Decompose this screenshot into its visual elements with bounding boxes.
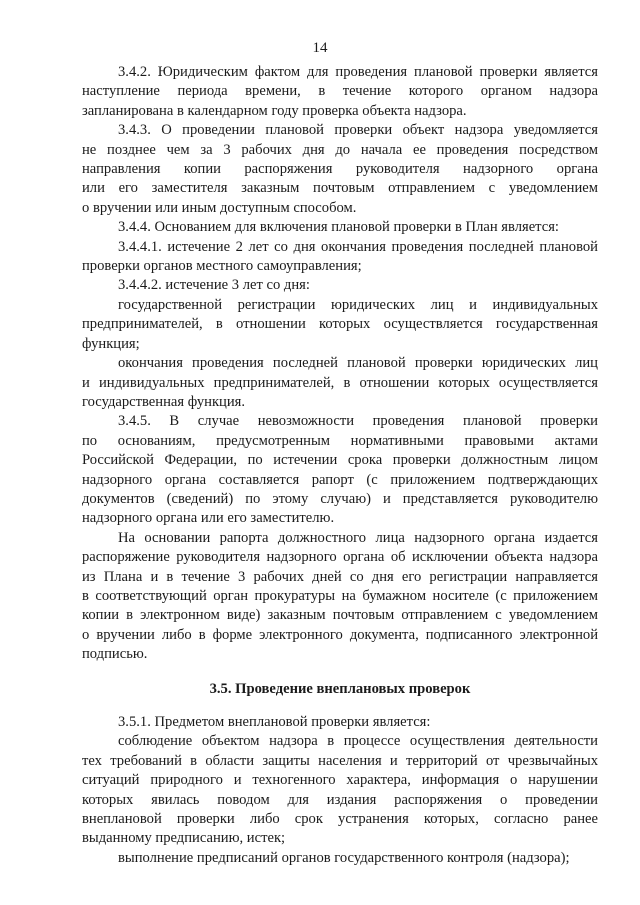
text-line: которых явилась поводом для издания распоряжения о проведении <box>82 791 598 808</box>
section-heading: 3.5. Проведение внеплановых проверок <box>209 680 471 697</box>
paragraphs-before-section <box>82 63 598 665</box>
paragraph <box>82 276 598 295</box>
text-line: 3.4.4.2. истечение 3 лет со дня: <box>118 277 310 294</box>
text-line: из Плана и в течение 3 рабочих дней со дня его регистрации направляется <box>82 568 598 585</box>
paragraph <box>82 63 598 121</box>
text-line: по основаниям, предусмотренным нормативными правовыми актами <box>82 432 598 449</box>
text-line: распоряжение руководителя надзорного органа об исключении объекта надзора <box>82 549 598 566</box>
paragraph <box>82 412 598 528</box>
paragraph <box>82 713 598 732</box>
text-line: надзорного органа составляется рапорт (с приложением подтверждающих <box>82 471 598 488</box>
paragraph <box>82 238 598 277</box>
text-line: копии в электронном виде) заказным почтовым отправлением с уведомлением <box>82 607 598 624</box>
text-line: 3.4.3. О проведении плановой проверки объект надзора уведомляется <box>118 122 598 139</box>
text-line: окончания проведения последней плановой проверки юридических лиц <box>118 355 598 372</box>
text-line: в соответствующий орган прокуратуры на бумажном носителе (с приложением <box>82 587 598 604</box>
paragraph <box>82 296 598 354</box>
text-line: 3.4.2. Юридическим фактом для проведения плановой проверки является <box>118 64 598 80</box>
text-line: или его заместителя заказным почтовым отправлением с уведомлением <box>82 180 598 197</box>
text-line: о вручении либо в форме электронного документа, подписанного электронной <box>82 626 598 643</box>
text-line: выданному предписанию, истек; <box>82 830 286 847</box>
paragraph <box>82 529 598 665</box>
text-line: Российской Федерации, по истечении срока проверки должностным лицом <box>82 452 598 469</box>
text-line: 3.4.4. Основанием для включения плановой проверки в План является: <box>118 219 559 236</box>
page-number: 14 <box>312 40 328 56</box>
text-line: документов (сведений) по этому случаю) и представляется руководителю <box>82 490 598 507</box>
text-line: о вручении или иным доступным способом. <box>82 199 357 216</box>
text-line: надзорного органа или его заместителю. <box>82 510 335 527</box>
paragraph <box>82 732 598 848</box>
text-line: 3.5.1. Предметом внеплановой проверки является: <box>118 714 431 730</box>
text-line: государственная функция. <box>82 393 246 410</box>
text-line: выполнение предписаний органов государственного контроля (надзора); <box>118 849 570 866</box>
text-line: и индивидуальных предпринимателей, в отношении которых осуществляется <box>82 374 598 391</box>
text-line: тех требований в области защиты населения и территорий от чрезвычайных <box>82 752 598 769</box>
text-line: не позднее чем за 3 рабочих дня до начала ее проведения посредством <box>82 141 598 158</box>
text-line: направления копии распоряжения руководителя надзорного органа <box>82 161 598 178</box>
text-line: проверки органов местного самоуправления; <box>82 258 362 275</box>
text-line: функция; <box>82 335 140 352</box>
paragraph <box>82 121 598 218</box>
paragraph <box>82 849 598 868</box>
text-line: внеплановой проверки либо срок устранения которых, согласно ранее <box>82 811 598 828</box>
paragraph <box>82 218 598 237</box>
text-line: На основании рапорта должностного лица надзорного органа издается <box>118 529 598 546</box>
text-line: 3.4.4.1. истечение 2 лет со дня окончания проведения последней плановой <box>118 238 598 255</box>
paragraphs-after-section <box>82 713 598 868</box>
paragraph <box>82 354 598 412</box>
text-line: подписью. <box>82 646 148 663</box>
text-line: запланирована в календарном году проверка объекта надзора. <box>82 102 467 119</box>
text-line: предпринимателей, в отношении которых осуществляется государственная <box>82 316 598 333</box>
document-body <box>82 63 598 868</box>
text-line: 3.4.5. В случае невозможности проведения плановой проверки <box>118 413 598 430</box>
text-line: государственной регистрации юридических лиц и индивидуальных <box>118 296 598 313</box>
text-line: наступление периода времени, в течение которого органом надзора <box>82 83 598 100</box>
text-line: ситуаций природного и техногенного характера, информация о нарушении <box>82 772 598 789</box>
text-line: соблюдение объектом надзора в процессе осуществления деятельности <box>118 733 598 750</box>
